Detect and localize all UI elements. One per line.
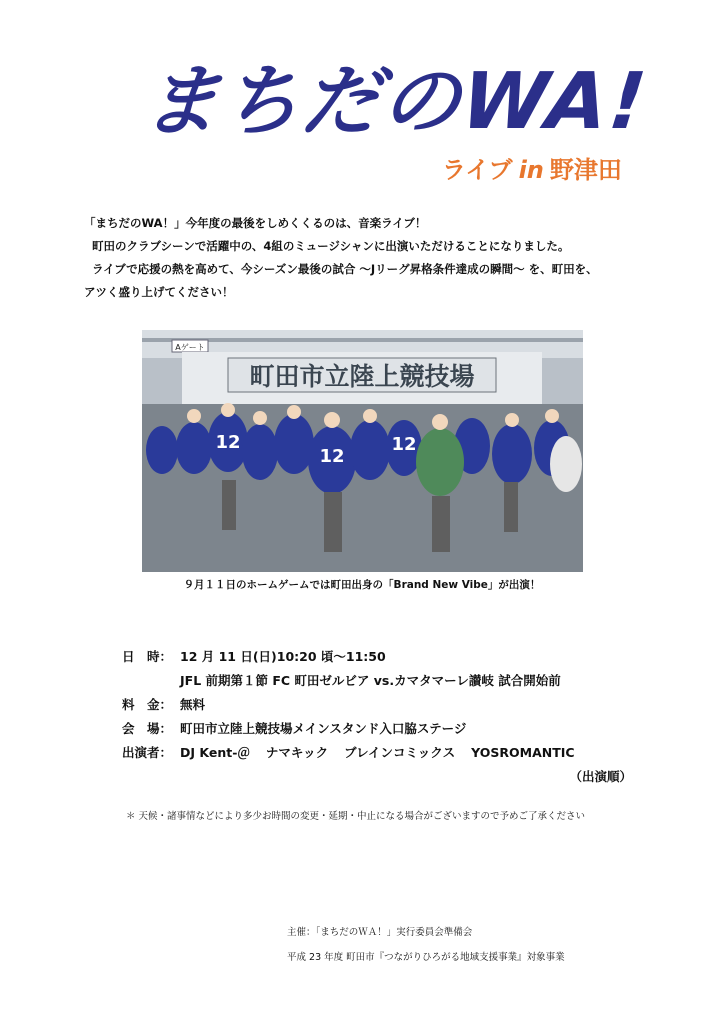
performer: ブレインコミックス xyxy=(344,745,456,760)
venue-value: 町田市立陸上競技場メインスタンド入口脇ステージ xyxy=(180,721,467,736)
performers-label: 出演者： xyxy=(122,745,173,760)
subtitle-in: in xyxy=(518,156,544,184)
fee-value: 無料 xyxy=(180,697,206,712)
performer: YOSROMANTIC xyxy=(471,745,575,760)
intro-line: 「まちだのWA！」今年度の最後をしめくくるのは、音楽ライブ！ xyxy=(84,216,427,230)
date-row xyxy=(122,645,642,669)
intro-line: アツく盛り上げてください！ xyxy=(84,285,234,299)
jersey-number: 12 xyxy=(319,446,345,467)
performer: ナマキック xyxy=(265,745,329,760)
intro-line: ライブで応援の熱を高めて、今シーズン最後の試合 ～Jリーグ昇格条件達成の瞬間～ を、町田を、 xyxy=(92,262,598,276)
fee-row xyxy=(122,693,642,717)
date-value: 12 月 11 日(日)10:20 頃～11:50 xyxy=(180,649,386,664)
logo-title: まちだのWA! xyxy=(137,57,652,147)
match-info: JFL 前期第１節 FC 町田ゼルビア vs.カマタマーレ讃岐 試合開始前 xyxy=(180,673,561,688)
venue-label: 会 場： xyxy=(122,721,173,736)
performer: DJ Kent-＠ xyxy=(180,745,250,760)
event-subtitle xyxy=(442,150,622,185)
organizer-credit: 主催：「まちだのＷＡ！」実行委員会準備会 xyxy=(287,927,473,938)
fee-label: 料 金： xyxy=(122,697,173,712)
intro-paragraph xyxy=(84,212,664,304)
jersey-number: 12 xyxy=(215,432,241,453)
event-details xyxy=(122,645,642,789)
intro-line: 町田のクラブシーンで活躍中の、4組のミュージシャンに出演いただけることになりました。 xyxy=(92,239,570,253)
subtitle-live: ライブ xyxy=(442,156,513,184)
venue-row xyxy=(122,717,642,741)
footer xyxy=(287,920,565,970)
event-photo-illustration xyxy=(142,330,583,572)
performance-order-note: （出演順） xyxy=(569,769,632,784)
jersey-number: 12 xyxy=(391,434,417,455)
stadium-sign: 町田市立陸上競技場 xyxy=(249,362,475,391)
project-credit: 平成 23 年度 町田市『つながりひろがる地域支援事業』対象事業 xyxy=(287,952,565,963)
performers-row xyxy=(122,741,642,765)
photo-caption: ９月１１日のホームゲームでは町田出身の「Brand New Vibe」が出演！ xyxy=(183,579,541,591)
weather-notice: ＊ 天候・諸事情などにより多少お時間の変更・延期・中止になる場合がございますので予めご了承ください xyxy=(126,811,586,822)
subtitle-place: 野津田 xyxy=(549,156,622,184)
event-photo xyxy=(142,330,583,572)
date-label: 日 時： xyxy=(122,649,173,664)
gate-sign: Aゲート xyxy=(175,343,205,352)
